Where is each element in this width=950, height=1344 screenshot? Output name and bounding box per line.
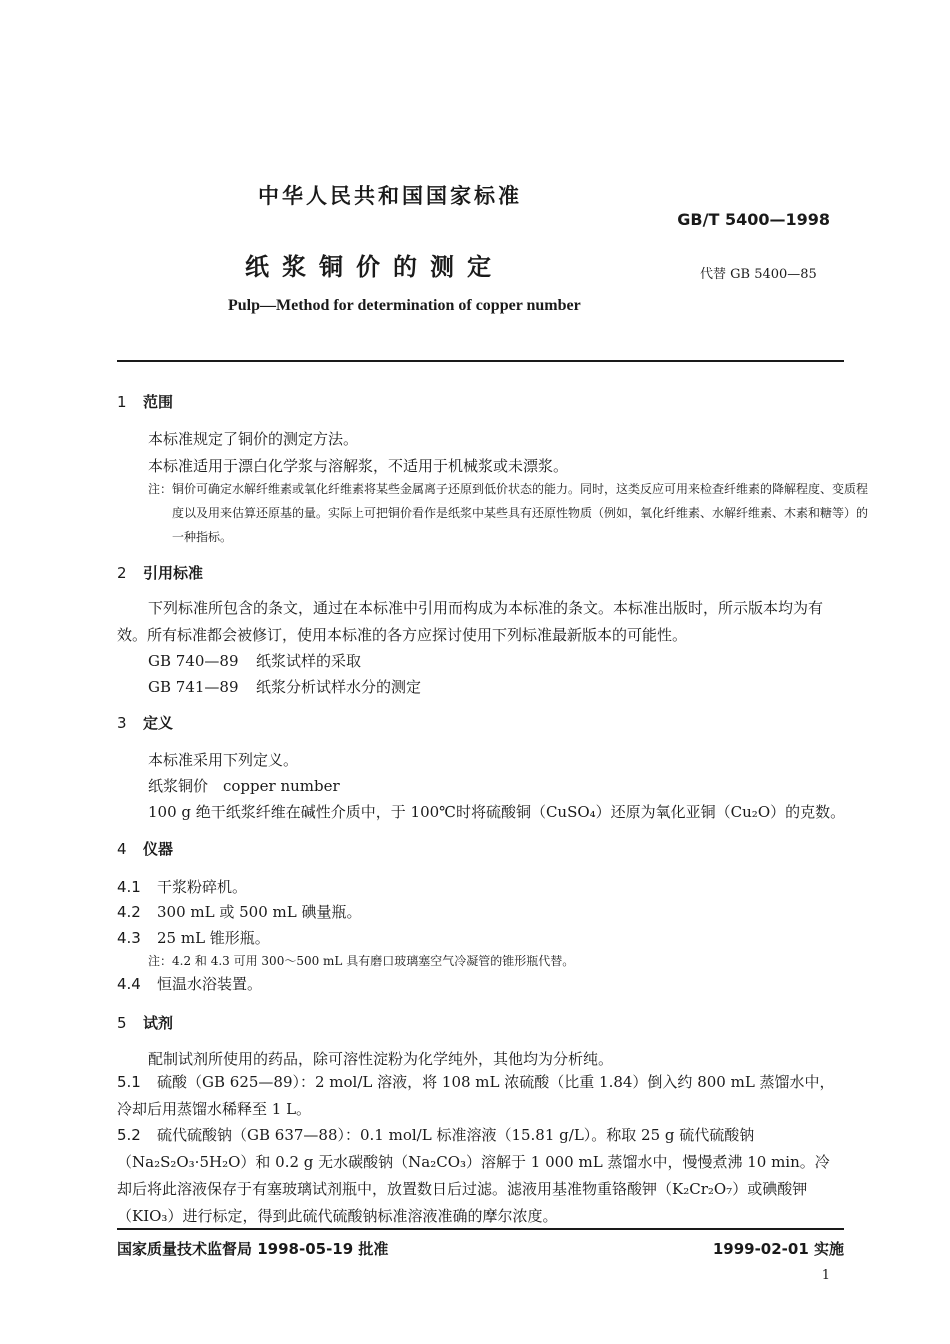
section-title: 范围 bbox=[143, 393, 174, 411]
reference-item bbox=[148, 676, 421, 697]
document-title: 纸浆铜价的测定 bbox=[245, 253, 504, 281]
term: 纸浆铜价 copper number bbox=[148, 777, 340, 795]
section-5-heading bbox=[117, 1012, 173, 1033]
section-number: 4 bbox=[117, 840, 127, 858]
english-title: Pulp—Method for determination of copper number bbox=[228, 297, 581, 314]
section-3-heading bbox=[117, 712, 173, 733]
item-number: 4.4 bbox=[117, 975, 141, 993]
reference-code: GB 740—89 bbox=[148, 652, 239, 670]
item-number: 4.3 bbox=[117, 929, 141, 947]
header-divider bbox=[117, 360, 844, 362]
section-number: 3 bbox=[117, 714, 127, 732]
reagent-item bbox=[117, 1069, 844, 1123]
section-title: 引用标准 bbox=[143, 564, 204, 582]
standard-number: GB/T 5400—1998 bbox=[677, 210, 830, 229]
item-text: 硫代硫酸钠（GB 637—88）：0.1 mol/L 标准溶液（15.81 g/L）。称取 25 g 硫代硫酸钠（Na₂S₂O₃·5H₂O）和 0.2 g 无水碳酸钠（Na₂CO₃）溶解于 1 000 mL 蒸馏水中，慢慢煮沸 10 min。冷却后将此溶液保存于有塞玻璃试剂瓶中，放置数日后过滤。滤液用基准物重铬酸钾（K₂Cr₂O₇）或碘酸钾（KIO₃）进行标定，得到此硫代硫酸钠标准溶液准确的摩尔浓度。 bbox=[117, 1126, 830, 1225]
section-title: 试剂 bbox=[143, 1014, 174, 1032]
list-item bbox=[117, 927, 270, 948]
item-number: 4.1 bbox=[117, 878, 141, 896]
section-4-heading bbox=[117, 838, 173, 859]
reference-name: 纸浆试样的采取 bbox=[256, 652, 362, 670]
section-number: 2 bbox=[117, 564, 127, 582]
list-item bbox=[117, 901, 361, 922]
paragraph: 下列标准所包含的条文，通过在本标准中引用而构成为本标准的条文。本标准出版时，所示版本均为有效。所有标准都会被修订，使用本标准的各方应探讨使用下列标准最新版本的可能性。 bbox=[117, 599, 824, 644]
reference-code: GB 741—89 bbox=[148, 678, 239, 696]
item-number: 5.1 bbox=[117, 1073, 141, 1091]
footer-divider bbox=[117, 1228, 844, 1230]
section-2-heading bbox=[117, 562, 203, 583]
reference-name: 纸浆分析试样水分的测定 bbox=[256, 678, 422, 696]
item-number: 5.2 bbox=[117, 1126, 141, 1144]
note: 注：铜价可确定水解纤维素或氧化纤维素将某些金属离子还原到低价状态的能力。同时，这类反应可用来检查纤维素的降解程度、变质程度以及用来估算还原基的量。实际上可把铜价看作是纸浆中某些具有还原性物质（例如，氧化纤维素、水解纤维素、木素和糖等）的一种指标。 bbox=[148, 482, 869, 544]
item-text: 硫酸（GB 625—89）：2 mol/L 溶液，将 108 mL 浓硫酸（比重 1.84）倒入约 800 mL 蒸馏水中，冷却后用蒸馏水稀释至 1 L。 bbox=[117, 1073, 835, 1118]
item-text: 干浆粉碎机。 bbox=[157, 878, 248, 896]
section-1-heading bbox=[117, 391, 173, 412]
paragraph: 本标准适用于漂白化学浆与溶解浆，不适用于机械浆或未漂浆。 bbox=[148, 457, 569, 475]
note: 注：4.2 和 4.3 可用 300～500 mL 具有磨口玻璃塞空气冷凝管的锥形瓶代替。 bbox=[148, 954, 575, 968]
item-text: 25 mL 锥形瓶。 bbox=[157, 929, 270, 947]
reagent-item bbox=[117, 1122, 844, 1230]
section-title: 仪器 bbox=[143, 840, 174, 858]
definition: 100 g 绝干纸浆纤维在碱性介质中，于 100℃时将硫酸铜（CuSO₄）还原为氧化亚铜（Cu₂O）的克数。 bbox=[148, 803, 846, 821]
section-title: 定义 bbox=[143, 714, 174, 732]
standard-org-title: 中华人民共和国国家标准 bbox=[258, 184, 522, 208]
paragraph: 配制试剂所使用的药品，除可溶性淀粉为化学纯外，其他均为分析纯。 bbox=[148, 1050, 614, 1068]
list-item bbox=[117, 876, 247, 897]
paragraph: 本标准采用下列定义。 bbox=[148, 751, 299, 769]
paragraph: 本标准规定了铜价的测定方法。 bbox=[148, 430, 359, 448]
list-item bbox=[117, 973, 262, 994]
replaces-standard: 代替 GB 5400—85 bbox=[700, 267, 817, 282]
item-number: 4.2 bbox=[117, 903, 141, 921]
section-number: 5 bbox=[117, 1014, 127, 1032]
effective-date: 1999-02-01 实施 bbox=[712, 1240, 844, 1258]
issued-date: 国家质量技术监督局 1998-05-19 批准 bbox=[117, 1240, 389, 1258]
item-text: 恒温水浴装置。 bbox=[157, 975, 263, 993]
item-text: 300 mL 或 500 mL 碘量瓶。 bbox=[157, 903, 362, 921]
reference-item bbox=[148, 650, 361, 671]
page-number: 1 bbox=[821, 1268, 830, 1283]
section-number: 1 bbox=[117, 393, 127, 411]
